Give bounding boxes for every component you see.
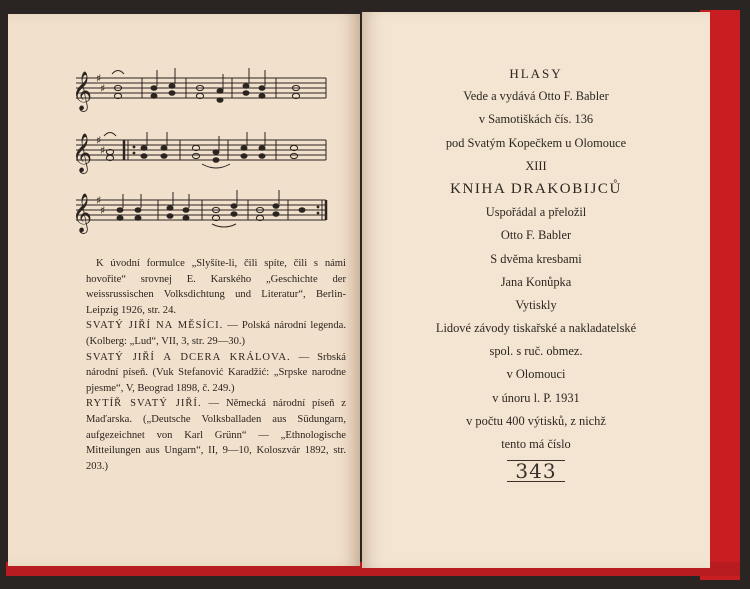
print-run: v počtu 400 výtisků, z nichž	[466, 413, 606, 428]
staff-lines	[76, 78, 326, 220]
barlines	[124, 78, 326, 220]
address-line-2: pod Svatým Kopečkem u Olomouce	[445, 135, 627, 150]
print-date: v únoru l. P. 1931	[492, 390, 580, 405]
note-text-3: Německá národní píseň z Maďarska. („Deutsche Volksballaden aus Südungarn, aufgezeichnet von Karl Grünn“ — „Ethnologische Mitteilungen aus Ungarn“, II, 9—10, Koloszvár 1892, str. 203.)	[86, 398, 346, 472]
note-heading-1: SVATÝ JIŘÍ NA MĚSÍCI.	[86, 320, 224, 332]
illustrator-name: Jana Konůpka	[500, 274, 572, 289]
svg-text:♯: ♯	[100, 82, 106, 95]
svg-text:♯: ♯	[96, 134, 102, 147]
note-heading-3: RYTÍŘ SVATÝ JIŘÍ.	[86, 398, 202, 410]
musical-score-icon	[62, 60, 334, 240]
print-place: v Olomouci	[506, 367, 566, 382]
dash-2: —	[290, 351, 318, 363]
dash-1: —	[223, 320, 242, 332]
svg-text:𝄞: 𝄞	[72, 133, 93, 173]
copy-number: 343	[507, 460, 564, 482]
clefs	[72, 71, 92, 234]
note-text-1: Polská národní legenda. (Kolberg: „Lud“, VII, 3, str. 29—30.)	[86, 320, 347, 347]
svg-text:♯: ♯	[96, 72, 102, 85]
note-text-2: Srbská národní píseň. (Vuk Stefanović Karadžić: „Srpske narodne pjesme“, V, Beograd 1898, č. 249.)	[86, 351, 346, 394]
note-3	[86, 396, 346, 474]
svg-text:𝄞: 𝄞	[72, 71, 93, 111]
printed-by: Vytiskly	[515, 297, 557, 312]
editor-line: Vede a vydává Otto F. Babler	[463, 89, 609, 104]
address-line-1: v Samotiškách čís. 136	[478, 112, 594, 127]
colophon	[362, 62, 710, 482]
compiled-by: Uspořádal a přeložil	[485, 205, 587, 220]
book-title: KNIHA DRAKOBIJCŮ	[450, 180, 622, 197]
svg-text:♯: ♯	[96, 194, 102, 207]
copy-number-label: tento má číslo	[501, 437, 571, 451]
volume-number: XIII	[525, 158, 547, 173]
printer-company-type: spol. s ruč. obmez.	[489, 344, 583, 359]
svg-text:♯: ♯	[100, 144, 106, 157]
note-heading-2: SVATÝ JIŘÍ A DCERA KRÁLOVA.	[86, 351, 291, 363]
svg-text:♯: ♯	[100, 204, 106, 217]
notes-block	[86, 256, 346, 474]
note-2	[86, 350, 346, 397]
series-title: HLASY	[509, 66, 563, 81]
note-stems	[123, 68, 279, 208]
key-signatures	[96, 72, 105, 217]
printer-name: Lidové závody tiskařské a nakladatelské	[435, 321, 637, 336]
svg-text:𝄞: 𝄞	[72, 193, 93, 233]
illustrations-line: S dvěma kresbami	[490, 251, 582, 266]
translator-name: Otto F. Babler	[500, 228, 572, 243]
note-intro: K úvodní formulce „Slyšíte-li, čili spíte, čili s námi hovořite“ srovnej E. Karského „Geschichte der weissrussischen Volksdichtung und Literatur“, Berlin-Leipzig 1926, str. 24.	[86, 258, 346, 316]
dash-3: —	[201, 398, 226, 410]
note-1	[86, 318, 346, 349]
